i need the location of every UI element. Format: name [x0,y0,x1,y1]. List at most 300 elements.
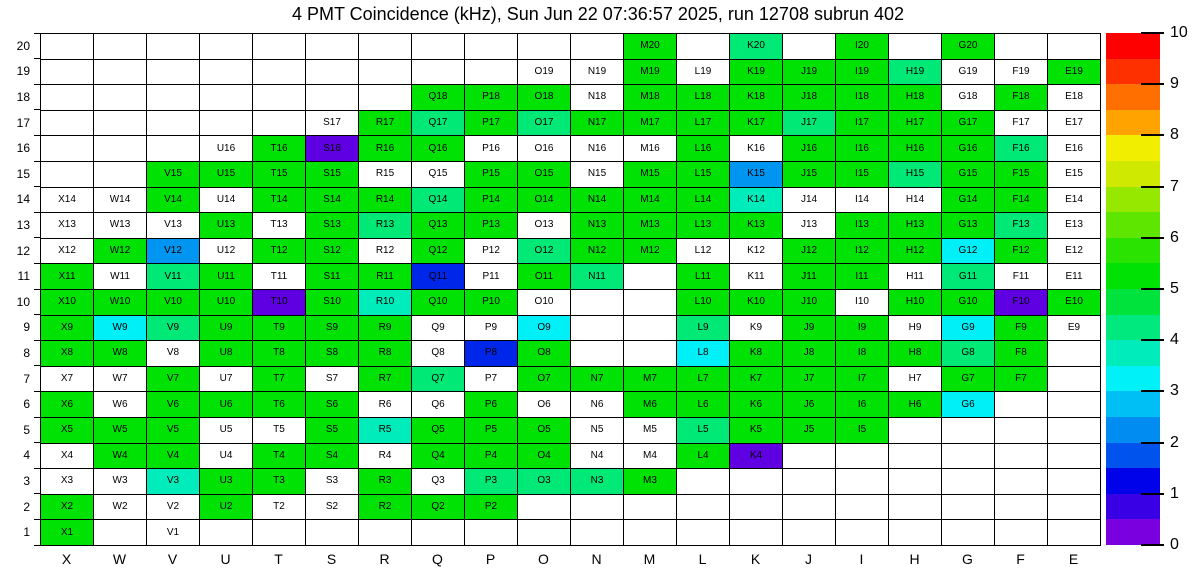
heatmap-cell: U9 [200,316,253,342]
heatmap-cell: S15 [306,162,359,188]
heatmap-cell: S8 [306,341,359,367]
heatmap-cell: G8 [942,341,995,367]
heatmap-cell [571,495,624,521]
y-axis-tick-label: 14 [16,192,30,207]
heatmap-cell: H12 [889,239,942,265]
heatmap-grid [40,33,1101,546]
heatmap-cell: F18 [995,85,1048,111]
heatmap-cell: R8 [359,341,412,367]
heatmap-cell [1048,341,1101,367]
heatmap-cell: M4 [624,444,677,470]
heatmap-cell [677,520,730,546]
heatmap-cell [253,520,306,546]
heatmap-cell: R3 [359,469,412,495]
heatmap-cell [995,418,1048,444]
heatmap-cell: M15 [624,162,677,188]
heatmap-cell: R2 [359,495,412,521]
colorbar-tick-label: 2 [1170,433,1179,451]
heatmap-cell: I5 [836,418,889,444]
heatmap-cell: H6 [889,392,942,418]
heatmap-cell: J6 [783,392,836,418]
heatmap-cell: X4 [41,444,94,470]
heatmap-cell: X3 [41,469,94,495]
heatmap-cell [836,495,889,521]
heatmap-cell: R6 [359,392,412,418]
heatmap-cell [94,60,147,86]
heatmap-cell: W3 [94,469,147,495]
heatmap-cell [147,34,200,60]
heatmap-cell [200,60,253,86]
y-axis-tick [34,289,40,290]
heatmap-cell: L9 [677,316,730,342]
heatmap-cell: V2 [147,495,200,521]
heatmap-cell: W7 [94,367,147,393]
colorbar-tick [1141,339,1164,341]
heatmap-cell: V12 [147,239,200,265]
heatmap-cell [465,60,518,86]
heatmap-cell: G17 [942,111,995,137]
heatmap-cell: M20 [624,34,677,60]
y-axis-tick-label: 13 [16,217,30,232]
heatmap-cell: M3 [624,469,677,495]
heatmap-cell [677,495,730,521]
y-axis-tick-label: 1 [23,525,30,540]
heatmap-cell: N17 [571,111,624,137]
x-axis-tick-label: L [698,551,707,567]
heatmap-cell [783,444,836,470]
y-axis-tick-label: 4 [23,448,30,463]
y-axis-tick-label: 19 [16,64,30,79]
heatmap-cell [730,520,783,546]
heatmap-cell: G18 [942,85,995,111]
heatmap-cell [730,495,783,521]
heatmap-cell: T16 [253,136,306,162]
heatmap-cell [783,469,836,495]
heatmap-cell [942,520,995,546]
heatmap-cell: O16 [518,136,571,162]
heatmap-cell: J16 [783,136,836,162]
heatmap-cell: I12 [836,239,889,265]
heatmap-cell: W10 [94,290,147,316]
heatmap-cell: J11 [783,264,836,290]
heatmap-cell: F9 [995,316,1048,342]
heatmap-cell: I17 [836,111,889,137]
x-axis-tick-label: G [962,551,973,567]
heatmap-cell [147,111,200,137]
heatmap-cell [783,495,836,521]
heatmap-cell [571,316,624,342]
heatmap-cell [41,136,94,162]
heatmap-cell [1048,418,1101,444]
heatmap-cell: H11 [889,264,942,290]
heatmap-cell: P9 [465,316,518,342]
y-axis-tick-label: 20 [16,38,30,53]
heatmap-cell: N16 [571,136,624,162]
heatmap-cell: T12 [253,239,306,265]
heatmap-cell: X12 [41,239,94,265]
heatmap-cell [836,469,889,495]
colorbar-tick-label: 6 [1170,228,1179,246]
heatmap-cell: J15 [783,162,836,188]
heatmap-cell: F14 [995,188,1048,214]
heatmap-cell: V6 [147,392,200,418]
y-axis-tick [34,186,40,187]
heatmap-cell [306,520,359,546]
heatmap-cell: L17 [677,111,730,137]
heatmap-cell [412,520,465,546]
heatmap-cell: S17 [306,111,359,137]
heatmap-cell: Q11 [412,264,465,290]
heatmap-cell: X9 [41,316,94,342]
heatmap-cell: V8 [147,341,200,367]
colorbar-band [1106,33,1160,59]
heatmap-cell: J12 [783,239,836,265]
y-axis-tick-label: 5 [23,422,30,437]
y-axis-tick [34,340,40,341]
heatmap-cell [995,495,1048,521]
heatmap-cell: V10 [147,290,200,316]
heatmap-cell: J19 [783,60,836,86]
heatmap-cell: H13 [889,213,942,239]
heatmap-cell: K4 [730,444,783,470]
heatmap-cell: L11 [677,264,730,290]
heatmap-cell: Q7 [412,367,465,393]
heatmap-cell [94,162,147,188]
heatmap-cell: T13 [253,213,306,239]
heatmap-cell: V13 [147,213,200,239]
heatmap-cell [41,111,94,137]
heatmap-cell: O12 [518,239,571,265]
heatmap-cell: F17 [995,111,1048,137]
heatmap-cell: P4 [465,444,518,470]
heatmap-cell: S16 [306,136,359,162]
heatmap-cell: X6 [41,392,94,418]
heatmap-cell: O11 [518,264,571,290]
heatmap-cell: W6 [94,392,147,418]
heatmap-cell: R12 [359,239,412,265]
heatmap-cell: P3 [465,469,518,495]
heatmap-cell: O18 [518,85,571,111]
heatmap-cell: P5 [465,418,518,444]
heatmap-cell: S6 [306,392,359,418]
heatmap-cell: S5 [306,418,359,444]
x-axis-tick-label: M [643,551,656,567]
heatmap-cell: G7 [942,367,995,393]
heatmap-cell: I15 [836,162,889,188]
heatmap-cell [41,60,94,86]
heatmap-cell: K7 [730,367,783,393]
heatmap-cell: I14 [836,188,889,214]
heatmap-cell: G10 [942,290,995,316]
heatmap-cell: S13 [306,213,359,239]
heatmap-cell [518,495,571,521]
y-axis-tick [34,442,40,443]
colorbar-tick-label: 4 [1170,331,1179,349]
heatmap-cell: U12 [200,239,253,265]
heatmap-cell: T15 [253,162,306,188]
heatmap-cell [995,392,1048,418]
heatmap-cell: R17 [359,111,412,137]
y-axis-tick [34,33,40,34]
heatmap-cell: J10 [783,290,836,316]
heatmap-cell: R10 [359,290,412,316]
colorbar-tick [1141,493,1164,495]
heatmap-cell: M16 [624,136,677,162]
heatmap-cell: F12 [995,239,1048,265]
heatmap-cell: N13 [571,213,624,239]
heatmap-cell: O14 [518,188,571,214]
y-axis-tick-label: 8 [23,345,30,360]
heatmap-cell [200,111,253,137]
heatmap-cell: L18 [677,85,730,111]
heatmap-cell: N15 [571,162,624,188]
x-axis-tick-label: P [485,551,496,567]
heatmap-cell: L7 [677,367,730,393]
heatmap-cell: G20 [942,34,995,60]
heatmap-cell: G12 [942,239,995,265]
heatmap-cell: V15 [147,162,200,188]
heatmap-cell: L13 [677,213,730,239]
heatmap-cell: S7 [306,367,359,393]
heatmap-cell: H18 [889,85,942,111]
heatmap-cell: F8 [995,341,1048,367]
heatmap-cell: J14 [783,188,836,214]
heatmap-cell: W8 [94,341,147,367]
heatmap-cell: N12 [571,239,624,265]
heatmap-cell [359,85,412,111]
heatmap-cell [836,520,889,546]
x-axis-tick-label: O [538,551,549,567]
heatmap-cell: O4 [518,444,571,470]
heatmap-cell: R14 [359,188,412,214]
heatmap-cell: V3 [147,469,200,495]
colorbar-band [1106,315,1160,341]
heatmap-cell [995,444,1048,470]
heatmap-cell: T2 [253,495,306,521]
heatmap-cell: H14 [889,188,942,214]
heatmap-cell: Q15 [412,162,465,188]
heatmap-cell: R7 [359,367,412,393]
colorbar-band [1106,417,1160,443]
heatmap-cell: M13 [624,213,677,239]
x-axis-tick-label: J [805,551,812,567]
heatmap-cell: M14 [624,188,677,214]
heatmap-cell [412,60,465,86]
y-axis-tick-label: 16 [16,141,30,156]
heatmap-cell: S9 [306,316,359,342]
heatmap-cell: I9 [836,316,889,342]
heatmap-cell: T14 [253,188,306,214]
heatmap-cell: K15 [730,162,783,188]
heatmap-cell: S11 [306,264,359,290]
heatmap-cell: X2 [41,495,94,521]
x-axis-tick-label: R [379,551,390,567]
y-axis-tick [34,109,40,110]
colorbar-band [1106,212,1160,238]
heatmap-cell: O15 [518,162,571,188]
heatmap-cell: O7 [518,367,571,393]
colorbar-tick [1141,442,1164,444]
heatmap-cell: G9 [942,316,995,342]
heatmap-cell: V14 [147,188,200,214]
heatmap-cell: W4 [94,444,147,470]
heatmap-cell: P12 [465,239,518,265]
heatmap-cell: L6 [677,392,730,418]
heatmap-cell: X11 [41,264,94,290]
heatmap-cell [1048,520,1101,546]
colorbar-band [1106,110,1160,136]
y-axis-tick-label: 10 [16,294,30,309]
heatmap-cell: H15 [889,162,942,188]
colorbar-tick [1141,390,1164,392]
heatmap-cell: Q8 [412,341,465,367]
y-axis-tick-label: 15 [16,166,30,181]
y-axis-tick [34,212,40,213]
colorbar-band [1106,391,1160,417]
heatmap-cell [1048,34,1101,60]
heatmap-cell [836,444,889,470]
heatmap-cell: Q10 [412,290,465,316]
heatmap-cell [94,34,147,60]
y-axis-tick [34,263,40,264]
heatmap-cell: J8 [783,341,836,367]
heatmap-cell: R4 [359,444,412,470]
heatmap-cell [677,469,730,495]
colorbar-tick-label: 5 [1170,280,1179,297]
heatmap-cell: G16 [942,136,995,162]
heatmap-cell: Q6 [412,392,465,418]
colorbar-tick [1141,83,1164,85]
heatmap-cell: O17 [518,111,571,137]
heatmap-cell [359,60,412,86]
heatmap-cell [253,85,306,111]
heatmap-cell: N18 [571,85,624,111]
heatmap-cell [41,162,94,188]
heatmap-cell: Q12 [412,239,465,265]
heatmap-cell: I18 [836,85,889,111]
heatmap-cell: R13 [359,213,412,239]
heatmap-cell: W12 [94,239,147,265]
heatmap-cell [1048,392,1101,418]
colorbar-tick-label: 7 [1170,177,1179,195]
heatmap-cell [624,290,677,316]
heatmap-cell: P18 [465,85,518,111]
heatmap-cell: Q13 [412,213,465,239]
colorbar-band [1106,494,1160,520]
colorbar-tick [1141,134,1164,136]
heatmap-cell: I16 [836,136,889,162]
heatmap-cell: K10 [730,290,783,316]
y-axis-tick [34,314,40,315]
heatmap-cell: L12 [677,239,730,265]
heatmap-cell: K5 [730,418,783,444]
heatmap-cell: E10 [1048,290,1101,316]
heatmap-cell: V9 [147,316,200,342]
heatmap-cell: J7 [783,367,836,393]
x-axis-tick-label: I [859,551,864,567]
heatmap-cell [1048,469,1101,495]
heatmap-cell: U6 [200,392,253,418]
heatmap-cell: P8 [465,341,518,367]
y-axis-tick [34,84,40,85]
heatmap-cell: R15 [359,162,412,188]
colorbar-tick-label: 8 [1170,126,1179,144]
heatmap-cell: G13 [942,213,995,239]
heatmap-cell: I6 [836,392,889,418]
heatmap-cell: O10 [518,290,571,316]
heatmap-cell: K16 [730,136,783,162]
heatmap-cell: F19 [995,60,1048,86]
heatmap-cell: X14 [41,188,94,214]
heatmap-cell [253,111,306,137]
heatmap-cell [94,520,147,546]
heatmap-cell: Q18 [412,85,465,111]
heatmap-cell: H16 [889,136,942,162]
colorbar-tick-label: 3 [1170,382,1179,400]
heatmap-cell: F13 [995,213,1048,239]
heatmap-cell [730,469,783,495]
heatmap-cell: P15 [465,162,518,188]
heatmap-cell: I8 [836,341,889,367]
heatmap-cell: U2 [200,495,253,521]
heatmap-cell: T9 [253,316,306,342]
heatmap-cell: F7 [995,367,1048,393]
heatmap-cell: O5 [518,418,571,444]
colorbar-band [1106,135,1160,161]
heatmap-cell [1048,444,1101,470]
y-axis-tick-label: 3 [23,473,30,488]
heatmap-cell: G14 [942,188,995,214]
heatmap-cell: U11 [200,264,253,290]
heatmap-cell [571,34,624,60]
heatmap-cell: N14 [571,188,624,214]
heatmap-cell: S12 [306,239,359,265]
heatmap-cell [677,34,730,60]
x-axis-tick-label: H [909,551,920,567]
heatmap-cell: M6 [624,392,677,418]
heatmap-cell: J18 [783,85,836,111]
heatmap-cell: H17 [889,111,942,137]
heatmap-cell: U14 [200,188,253,214]
y-axis-tick [34,468,40,469]
y-axis-tick [34,493,40,494]
heatmap-cell: S2 [306,495,359,521]
heatmap-cell [94,111,147,137]
heatmap-cell: R9 [359,316,412,342]
heatmap-cell: E19 [1048,60,1101,86]
heatmap-cell [783,520,836,546]
heatmap-cell: E11 [1048,264,1101,290]
heatmap-cell: K14 [730,188,783,214]
heatmap-cell: T5 [253,418,306,444]
colorbar-band [1106,84,1160,110]
heatmap-cell: V4 [147,444,200,470]
heatmap-cell: S3 [306,469,359,495]
heatmap-cell: G19 [942,60,995,86]
y-axis-tick-label: 7 [23,371,30,386]
heatmap-cell: P2 [465,495,518,521]
heatmap-cell: W5 [94,418,147,444]
heatmap-cell: O19 [518,60,571,86]
heatmap-cell: T4 [253,444,306,470]
heatmap-cell [571,520,624,546]
y-axis-tick [34,519,40,520]
heatmap-cell: R11 [359,264,412,290]
heatmap-cell [889,469,942,495]
heatmap-cell: H19 [889,60,942,86]
heatmap-cell: U13 [200,213,253,239]
y-axis-tick [34,391,40,392]
